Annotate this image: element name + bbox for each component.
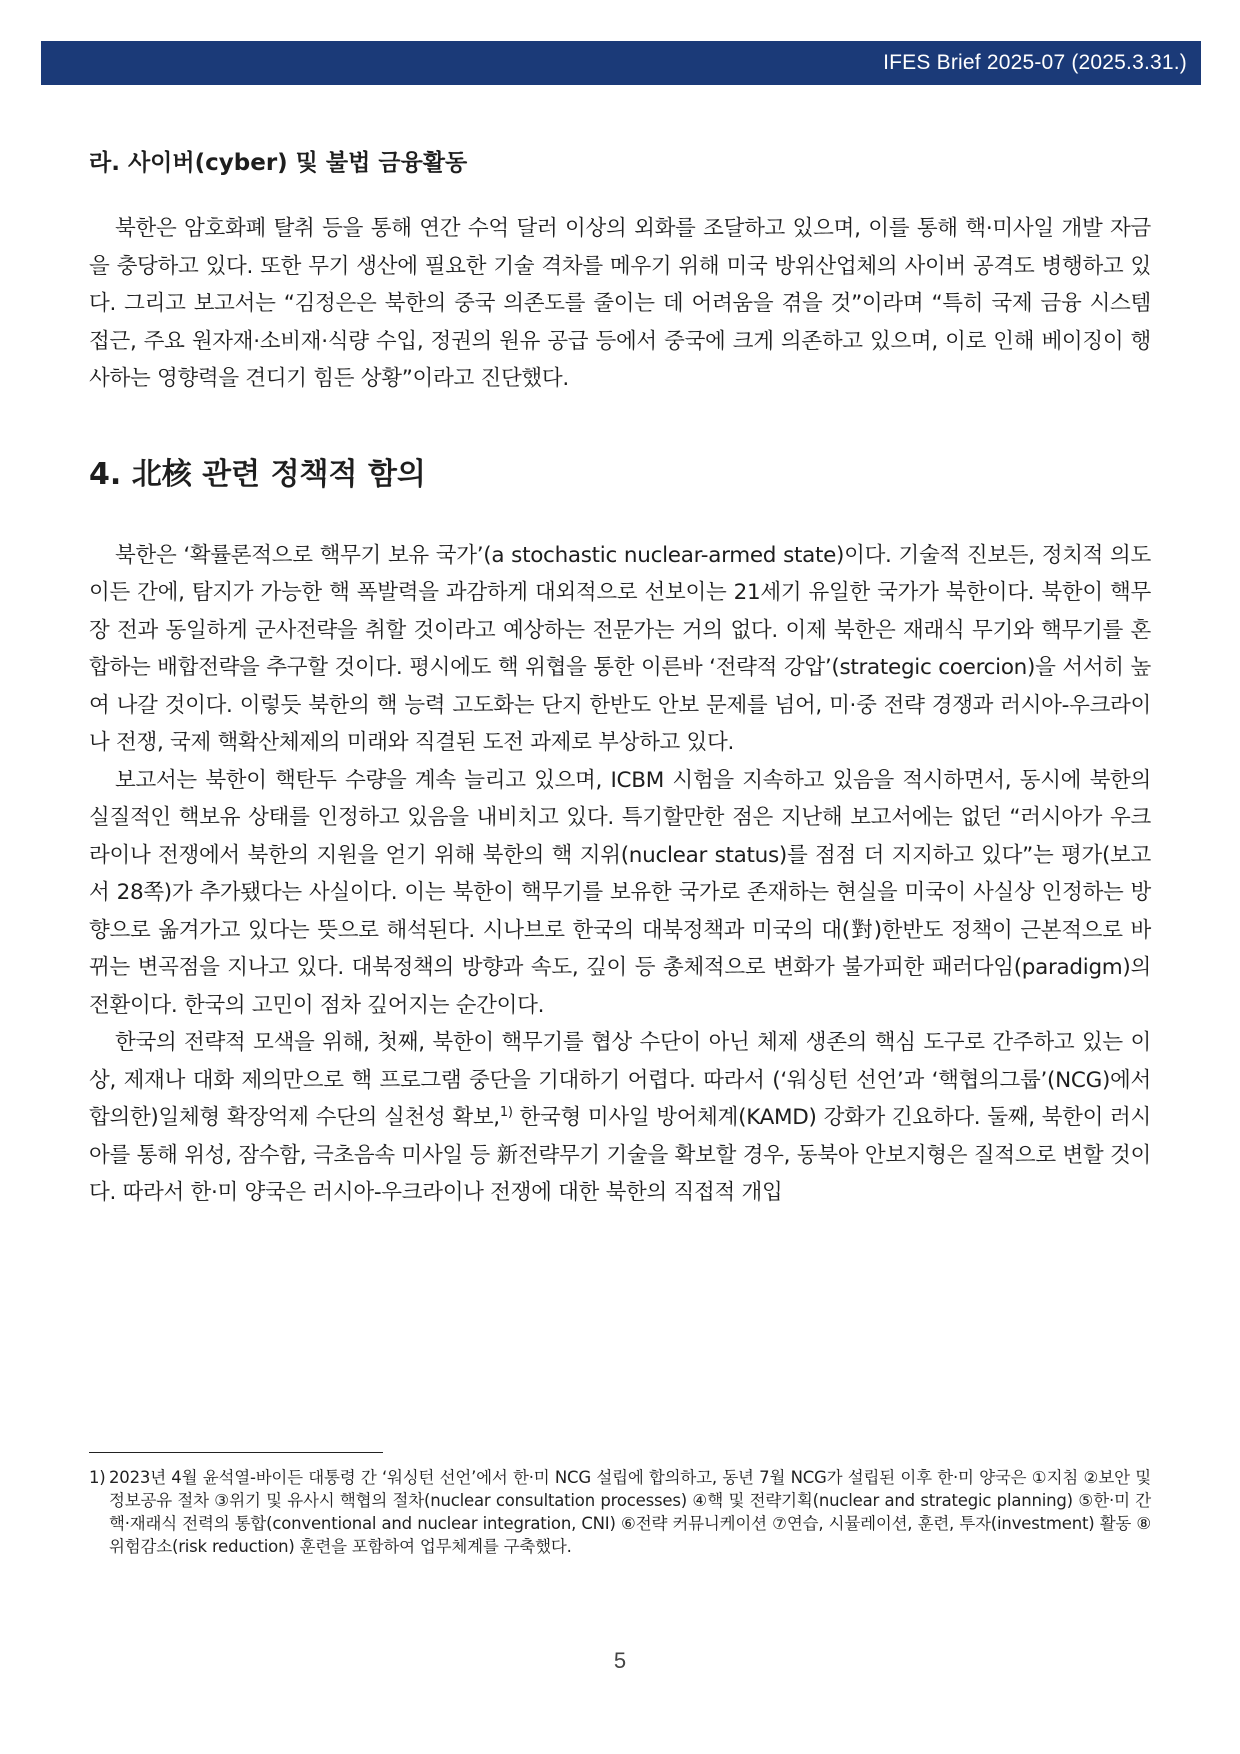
section-paragraph-2: 보고서는 북한이 핵탄두 수량을 계속 늘리고 있으며, ICBM 시험을 지속하고 있음을 적시하면서, 동시에 북한의 실질적인 핵보유 상태를 인정하고 있음을 내비치고 있다. 특기할만한 점은 지난해 보고서에는 없던 “러시아가 우크라이나 전쟁에서 북한의 지원을 얻기 위해 북한의 핵 지위(nuclear status)를 점점 더 지지하고 있다”는 평가(보고서 28쪽)가 추가됐다는 사실이다. 이는 북한이 핵무기를 보유한 국가로 존재하는 현실을 미국이 사실상 인정하는 방향으로 옮겨가고 있다는 뜻으로 해석된다. 시나브로 한국의 대북정책과 미국의 대(對)한반도 정책이 근본적으로 바뀌는 변곡점을 지나고 있다. 대북정책의 방향과 속도, 깊이 등 총체적으로 변화가 불가피한 패러다임(paradigm)의 전환이다. 한국의 고민이 점차 깊어지는 순간이다. [89, 767, 1151, 1018]
section-paragraph-3-start: 한국의 전략적 모색을 위해, 첫째, 북한이 핵무기를 협상 수단이 아닌 체제 생존의 핵심 도구로 간주하고 있는 이상, 제재나 대화 제의만으로 핵 프로그램 중단을 기대하기 어렵다. 따라서 (‘워싱턴 선언’과 ‘핵협의그룹’(NCG)에서 합의한)일체형 확장억제 수단의 실천성 확보, [89, 1030, 1151, 1130]
page-number: 5 [613, 1648, 627, 1673]
footnote [89, 1466, 1151, 1558]
footnote-reference[interactable]: 1) [499, 1104, 513, 1120]
section-title: 4. 北核 관련 정책적 함의 [89, 456, 426, 492]
section-paragraph-3-rest: 한국형 미사일 방어체계(KAMD) 강화가 긴요하다. 둘째, 북한이 러시아를 통해 위성, 잠수함, 극초음속 미사일 등 新전략무기 기술을 확보할 경우, 동북아 안보지형은 질적으로 변할 것이다. 따라서 한·미 양국은 러시아-우크라이나 전쟁에 대한 북한의 직접적 개입 [89, 1105, 1151, 1205]
main-content [89, 146, 1151, 1212]
section-paragraph-3 [89, 1024, 1151, 1212]
header-bar [41, 41, 1201, 85]
subsection-paragraph: 북한은 암호화폐 탈취 등을 통해 연간 수억 달러 이상의 외화를 조달하고 있으며, 이를 통해 핵·미사일 개발 자금을 충당하고 있다. 또한 무기 생산에 필요한 기술 격차를 메우기 위해 미국 방위산업체의 사이버 공격도 병행하고 있다. 그리고 보고서는 “김정은은 북한의 중국 의존도를 줄이는 데 어려움을 겪을 것”이라며 “특히 국제 금융 시스템 접근, 주요 원자재·소비재·식량 수입, 정권의 원유 공급 등에서 중국에 크게 의존하고 있으며, 이로 인해 베이징이 행사하는 영향력을 견디기 힘든 상황”이라고 진단했다. [89, 216, 1151, 391]
footnote-text: 2023년 4월 윤석열-바이든 대통령 간 ‘워싱턴 선언’에서 한·미 NCG 설립에 합의하고, 동년 7월 NCG가 설립된 이후 한·미 양국은 ①지침 ②보안 및 정보공유 절차 ③위기 및 유사시 핵협의 절차(nuclear consultation processes) ④핵 및 전략기획(nuclear and strategic planning) ⑤한·미 간 핵·재래식 전력의 통합(conventional and nuclear integration, CNI) ⑥전략 커뮤니케이션 ⑦연습, 시뮬레이션, 훈련, 투자(investment) 활동 ⑧위험감소(risk reduction) 훈련을 포함하여 업무체계를 구축했다. [109, 1468, 1151, 1556]
subsection-title: 라. 사이버(cyber) 및 불법 금융활동 [89, 150, 468, 176]
footnote-divider [89, 1452, 383, 1453]
section-paragraph-1: 북한은 ‘확률론적으로 핵무기 보유 국가’(a stochastic nuclear-armed state)이다. 기술적 진보든, 정치적 의도이든 간에, 탐지가 가능한 핵 폭발력을 과감하게 대외적으로 선보이는 21세기 유일한 국가가 북한이다. 북한이 핵무장 전과 동일하게 군사전략을 취할 것이라고 예상하는 전문가는 거의 없다. 이제 북한은 재래식 무기와 핵무기를 혼합하는 배합전략을 추구할 것이다. 평시에도 핵 위협을 통한 이른바 ‘전략적 강압’(strategic coercion)을 서서히 높여 나갈 것이다. 이렇듯 북한의 핵 능력 고도화는 단지 한반도 안보 문제를 넘어, 미·중 전략 경쟁과 러시아-우크라이나 전쟁, 국제 핵확산체제의 미래와 직결된 도전 과제로 부상하고 있다. [89, 542, 1151, 755]
header-title: IFES Brief 2025-07 (2025.3.31.) [883, 51, 1187, 74]
footnote-number: 1) [89, 1468, 106, 1487]
